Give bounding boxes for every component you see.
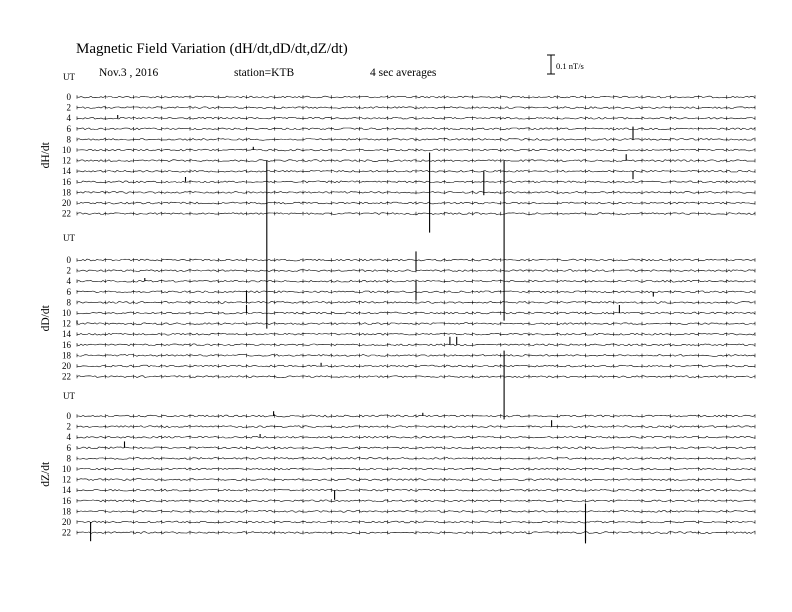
- row-tick-label: 18: [62, 506, 71, 517]
- row-tick-label: 12: [62, 318, 71, 329]
- panel-dddt: [40, 233, 755, 382]
- chart-header: [76, 41, 584, 79]
- panel-dzdt: [40, 391, 755, 538]
- row-tick-label: 10: [62, 308, 71, 318]
- row-tick-label: 0: [66, 92, 71, 102]
- row-tick-label: 20: [62, 198, 71, 208]
- row-tick-label: 16: [62, 176, 71, 187]
- row-tick-label: 22: [62, 371, 71, 382]
- row-tick-label: 18: [62, 187, 71, 198]
- row-tick-label: 14: [62, 485, 71, 496]
- row-tick-label: 12: [62, 474, 71, 485]
- row-tick-label: 4: [66, 113, 71, 124]
- ut-label: UT: [63, 233, 75, 243]
- ut-label: UT: [63, 72, 75, 82]
- panel-dhdt: [40, 72, 755, 219]
- row-tick-label: 14: [62, 166, 71, 177]
- row-tick-label: 20: [62, 517, 71, 527]
- row-tick-label: 4: [66, 276, 71, 287]
- row-tick-label: 16: [62, 495, 71, 506]
- ut-label: UT: [63, 391, 75, 401]
- station-label: station=KTB: [234, 67, 295, 79]
- row-tick-label: 6: [66, 123, 71, 134]
- row-tick-label: 8: [66, 453, 71, 464]
- row-tick-label: 22: [62, 208, 71, 219]
- row-tick-label: 2: [66, 421, 71, 432]
- row-tick-label: 10: [62, 464, 71, 474]
- row-tick-label: 16: [62, 339, 71, 350]
- row-tick-label: 2: [66, 102, 71, 113]
- row-tick-label: 6: [66, 442, 71, 453]
- row-tick-label: 10: [62, 145, 71, 155]
- row-tick-label: 12: [62, 155, 71, 166]
- panels: [40, 72, 755, 538]
- chart-title: Magnetic Field Variation (dH/dt,dD/dt,dZ/dt): [76, 41, 348, 57]
- scale-label: 0.1 nT/s: [556, 61, 584, 71]
- panel-ylabel: dD/dt: [40, 305, 52, 332]
- row-tick-label: 8: [66, 297, 71, 308]
- row-tick-label: 0: [66, 255, 71, 265]
- date-label: Nov.3 , 2016: [99, 67, 159, 79]
- row-tick-label: 6: [66, 286, 71, 297]
- row-tick-label: 18: [62, 350, 71, 361]
- averaging-label: 4 sec averages: [370, 67, 437, 79]
- row-tick-label: 22: [62, 527, 71, 538]
- row-tick-label: 14: [62, 329, 71, 340]
- panel-ylabel: dH/dt: [40, 142, 52, 169]
- row-tick-label: 0: [66, 411, 71, 421]
- row-tick-label: 4: [66, 432, 71, 443]
- row-tick-label: 8: [66, 134, 71, 145]
- row-tick-label: 2: [66, 265, 71, 276]
- row-tick-label: 20: [62, 361, 71, 371]
- panel-ylabel: dZ/dt: [40, 461, 52, 487]
- scale-bar: [547, 55, 584, 74]
